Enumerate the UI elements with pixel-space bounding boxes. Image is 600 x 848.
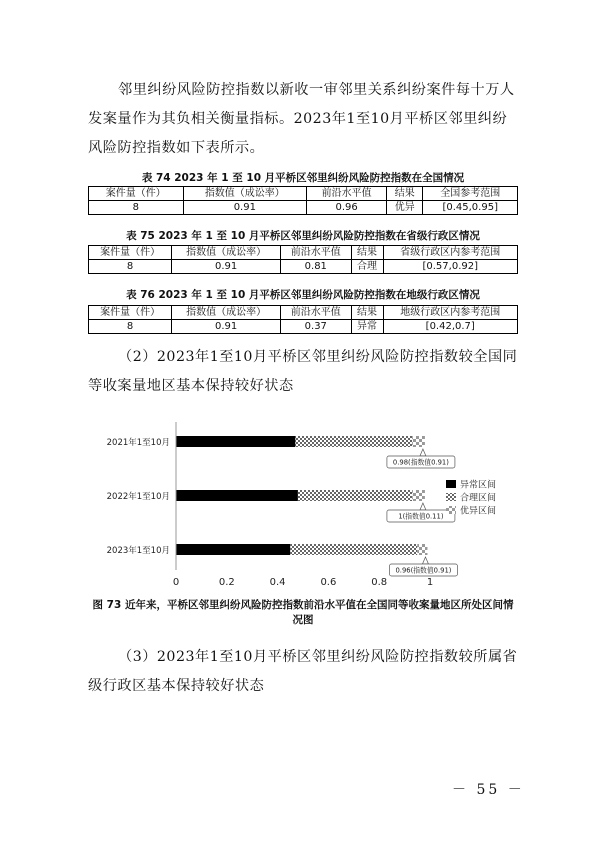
header-cell: 指数值（成讼率） (172, 246, 281, 260)
table-76 (88, 305, 518, 334)
table-75 (88, 245, 518, 274)
cell: 0.91 (172, 320, 281, 334)
header-cell: 指数值（成讼率） (183, 187, 307, 201)
header-cell: 案件量（件） (89, 246, 172, 260)
x-tick-label: 1 (426, 577, 434, 588)
legend-label: 优异区间 (460, 506, 497, 517)
bar-segment-abnormal (176, 490, 298, 501)
legend-swatch (446, 480, 456, 488)
legend-label: 合理区间 (460, 493, 497, 504)
figure-caption: 图 73 近年来，平桥区邻里纠纷风险防控指数前沿水平值在全国同等收案量地区所处区间情况图 (92, 599, 514, 626)
table-row (89, 260, 518, 274)
header-cell: 前沿水平值 (307, 187, 387, 201)
header-cell: 结果 (387, 187, 423, 201)
header-cell: 前沿水平值 (281, 306, 351, 320)
table-header-row (89, 246, 518, 260)
cell: 0.91 (172, 260, 281, 274)
annotation-label: 0.98(指数值0.91) (392, 458, 449, 467)
cell: [0.42,0.7] (383, 320, 518, 334)
table-row (89, 320, 518, 334)
x-tick-label: 0.4 (269, 577, 286, 588)
category-label: 2021年1至10月 (106, 438, 170, 448)
table-74-caption: 表 74 2023 年 1 至 10 月平桥区邻里纠纷风险防控指数在全国情况 (141, 172, 465, 184)
bar-segment-excellent (417, 544, 427, 555)
cell: 异常 (351, 320, 383, 334)
x-tick-label: 0.2 (218, 577, 235, 588)
table-header-row (89, 306, 518, 320)
bar-segment-reasonable (298, 490, 412, 501)
cell: [0.45,0.95] (423, 201, 518, 215)
page-number: － 55 － (452, 782, 525, 798)
intro-paragraph: 邻里纠纷风险防控指数以新收一审邻里关系纠纷案件每十万人发案量作为其负相关衡量指标。2023年1至10月平桥区邻里纠纷风险防控指数如下表所示。 (88, 82, 515, 156)
table-75-caption: 表 75 2023 年 1 至 10 月平桥区邻里纠纷风险防控指数在省级行政区情况 (126, 230, 480, 242)
bar-segment-abnormal (176, 544, 290, 555)
category-label: 2022年1至10月 (106, 492, 170, 502)
cell: 8 (89, 260, 172, 274)
cell: 合理 (351, 260, 383, 274)
table-76-caption: 表 76 2023 年 1 至 10 月平桥区邻里纠纷风险防控指数在地级行政区情况 (126, 289, 480, 301)
cell: 0.81 (281, 260, 351, 274)
header-cell: 案件量（件） (89, 306, 172, 320)
cell: 8 (89, 320, 172, 334)
range-chart (80, 418, 530, 593)
callout-pointer (420, 503, 426, 510)
cell: 0.96 (307, 201, 387, 215)
header-cell: 前沿水平值 (281, 246, 351, 260)
header-cell: 地级行政区内参考范围 (383, 306, 518, 320)
cell: 优异 (387, 201, 423, 215)
header-cell: 省级行政区内参考范围 (383, 246, 518, 260)
section-2-paragraph: （2）2023年1至10月平桥区邻里纠纷风险防控指数较全国同等收案量地区基本保持较好状态 (88, 349, 518, 394)
bar-segment-excellent (412, 490, 425, 501)
header-cell: 结果 (351, 306, 383, 320)
x-tick-label: 0 (172, 577, 180, 588)
bar-segment-excellent (412, 436, 425, 447)
bar-segment-reasonable (295, 436, 412, 447)
header-cell: 结果 (351, 246, 383, 260)
bar-segment-abnormal (176, 436, 295, 447)
bar-segment-reasonable (290, 544, 417, 555)
callout-pointer (420, 449, 426, 456)
cell: 0.37 (281, 320, 351, 334)
cell: 0.91 (183, 201, 307, 215)
header-cell: 全国参考范围 (423, 187, 518, 201)
legend-label: 异常区间 (460, 480, 497, 491)
cell: [0.57,0.92] (383, 260, 518, 274)
legend-swatch (446, 493, 456, 501)
table-74 (88, 186, 518, 215)
table-header-row (89, 187, 518, 201)
x-tick-label: 0.6 (320, 577, 337, 588)
x-tick-label: 0.8 (371, 577, 388, 588)
annotation-label: 1(指数值0.11) (398, 512, 444, 521)
cell: 8 (89, 201, 184, 215)
category-label: 2023年1至10月 (106, 546, 170, 556)
callout-pointer (422, 557, 428, 564)
header-cell: 指数值（成讼率） (172, 306, 281, 320)
section-3-paragraph: （3）2023年1至10月平桥区邻里纠纷风险防控指数较所属省级行政区基本保持较好状态 (88, 649, 518, 694)
legend-swatch (446, 506, 456, 514)
header-cell: 案件量（件） (89, 187, 184, 201)
annotation-label: 0.96(指数值0.91) (395, 566, 452, 575)
table-row (89, 201, 518, 215)
